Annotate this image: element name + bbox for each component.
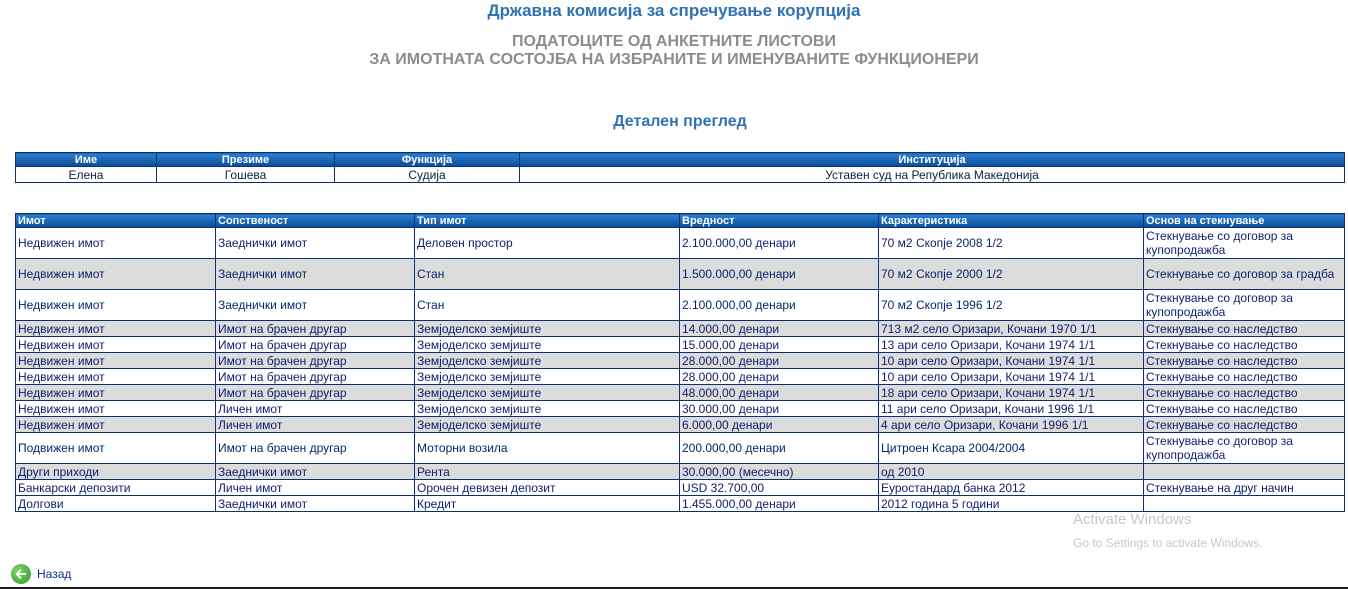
asset-cell: Недвижен имот (16, 401, 216, 417)
value-cell: 1.500.000,00 денари (680, 259, 879, 290)
official-value-row (16, 167, 1345, 183)
characteristic-cell: 11 ари село Оризари, Кочани 1996 1/1 (879, 401, 1144, 417)
header-characteristic: Карактеристика (879, 214, 1144, 228)
asset-cell: Недвижен имот (16, 369, 216, 385)
acquisition-basis-cell: Стекнување со договор за купопродажба (1144, 433, 1345, 464)
value-cell: 200.000,00 денари (680, 433, 879, 464)
header-asset: Имот (16, 214, 216, 228)
acquisition-basis-cell: Стекнување со договор за купопродажба (1144, 228, 1345, 259)
ownership-cell: Заеднички имот (216, 259, 415, 290)
characteristic-cell: Цитроен Ксара 2004/2004 (879, 433, 1144, 464)
acquisition-basis-cell: Стекнување со наследство (1144, 369, 1345, 385)
page-subtitle-line2: ЗА ИМОТНАТА СОСТОЈБА НА ИЗБРАНИТЕ И ИМЕНУВАНИТЕ ФУНКЦИОНЕРИ (369, 51, 979, 68)
asset-type-cell: Земјоделско земјиште (415, 321, 680, 337)
value-cell: 1.455.000,00 денари (680, 496, 879, 512)
asset-type-cell: Земјоделско земјиште (415, 353, 680, 369)
acquisition-basis-cell: Стекнување со наследство (1144, 337, 1345, 353)
page-title: Државна комисија за спречување корупција (487, 1, 861, 20)
characteristic-cell: 713 м2 село Оризари, Кочани 1970 1/1 (879, 321, 1144, 337)
characteristic-cell: Еуростандард банка 2012 (879, 480, 1144, 496)
ownership-cell: Имот на брачен другар (216, 321, 415, 337)
acquisition-basis-cell: Стекнување со наследство (1144, 385, 1345, 401)
ownership-cell: Имот на брачен другар (216, 369, 415, 385)
last-name-value: Гошева (157, 167, 335, 183)
asset-cell: Други приходи (16, 464, 216, 480)
ownership-cell: Личен имот (216, 401, 415, 417)
institution-value: Уставен суд на Република Македонија (520, 167, 1345, 183)
asset-cell: Недвижен имот (16, 228, 216, 259)
table-row (16, 385, 1345, 401)
ownership-cell: Имот на брачен другар (216, 353, 415, 369)
asset-type-cell: Кредит (415, 496, 680, 512)
ownership-cell: Имот на брачен другар (216, 337, 415, 353)
table-row (16, 417, 1345, 433)
watermark-subtitle: Go to Settings to activate Windows. (1073, 536, 1263, 550)
table-row (16, 464, 1345, 480)
asset-type-cell: Земјоделско земјиште (415, 417, 680, 433)
ownership-cell: Личен имот (216, 480, 415, 496)
value-cell: 30.000,00 денари (680, 401, 879, 417)
header-asset-type: Тип имот (415, 214, 680, 228)
header-function: Функција (335, 153, 520, 167)
table-row (16, 480, 1345, 496)
value-cell: 30.000,00 (месечно) (680, 464, 879, 480)
characteristic-cell: 70 м2 Скопје 2008 1/2 (879, 228, 1144, 259)
watermark-title: Activate Windows (1073, 511, 1192, 528)
first-name-value: Елена (16, 167, 157, 183)
asset-type-cell: Земјоделско земјиште (415, 401, 680, 417)
characteristic-cell: 70 м2 Скопје 2000 1/2 (879, 259, 1144, 290)
ownership-cell: Заеднички имот (216, 496, 415, 512)
header-first-name: Име (16, 153, 157, 167)
value-cell: 28.000,00 денари (680, 369, 879, 385)
asset-type-cell: Орочен девизен депозит (415, 480, 680, 496)
asset-cell: Банкарски депозити (16, 480, 216, 496)
table-row (16, 228, 1345, 259)
ownership-cell: Имот на брачен другар (216, 385, 415, 401)
ownership-cell: Имот на брачен другар (216, 433, 415, 464)
asset-cell: Недвижен имот (16, 353, 216, 369)
characteristic-cell: 10 ари село Оризари, Кочани 1974 1/1 (879, 353, 1144, 369)
acquisition-basis-cell: Стекнување на друг начин (1144, 480, 1345, 496)
acquisition-basis-cell: Стекнување со наследство (1144, 417, 1345, 433)
ownership-cell: Заеднички имот (216, 290, 415, 321)
characteristic-cell: 2012 година 5 години (879, 496, 1144, 512)
table-row (16, 353, 1345, 369)
header-ownership: Сопственост (216, 214, 415, 228)
asset-cell: Долгови (16, 496, 216, 512)
value-cell: 15.000,00 денари (680, 337, 879, 353)
ownership-cell: Заеднички имот (216, 464, 415, 480)
asset-cell: Подвижен имот (16, 433, 216, 464)
asset-type-cell: Земјоделско земјиште (415, 385, 680, 401)
asset-type-cell: Стан (415, 259, 680, 290)
characteristic-cell: 4 ари село Оризари, Кочани 1996 1/1 (879, 417, 1144, 433)
asset-cell: Недвижен имот (16, 385, 216, 401)
assets-table (15, 213, 1345, 512)
acquisition-basis-cell: Стекнување со договор за градба (1144, 259, 1345, 290)
value-cell: 6.000,00 денари (680, 417, 879, 433)
table-row (16, 259, 1345, 290)
header-acquisition-basis: Основ на стекнување (1144, 214, 1345, 228)
acquisition-basis-cell: Стекнување со договор за купопродажба (1144, 290, 1345, 321)
table-row (16, 401, 1345, 417)
header-institution: Институција (520, 153, 1345, 167)
asset-cell: Недвижен имот (16, 337, 216, 353)
acquisition-basis-cell (1144, 464, 1345, 480)
asset-type-cell: Стан (415, 290, 680, 321)
table-row (16, 290, 1345, 321)
header-value: Вредност (680, 214, 879, 228)
asset-type-cell: Земјоделско земјиште (415, 337, 680, 353)
acquisition-basis-cell: Стекнување со наследство (1144, 401, 1345, 417)
table-row (16, 433, 1345, 464)
characteristic-cell: 18 ари село Оризари, Кочани 1974 1/1 (879, 385, 1144, 401)
characteristic-cell: 70 м2 Скопје 1996 1/2 (879, 290, 1144, 321)
value-cell: 2.100.000,00 денари (680, 228, 879, 259)
activate-windows-watermark (1073, 511, 1262, 551)
asset-type-cell: Рента (415, 464, 680, 480)
asset-type-cell: Деловен простор (415, 228, 680, 259)
section-title: Детален преглед (613, 113, 747, 130)
table-row (16, 337, 1345, 353)
acquisition-basis-cell: Стекнување со наследство (1144, 321, 1345, 337)
value-cell: 2.100.000,00 денари (680, 290, 879, 321)
asset-cell: Недвижен имот (16, 417, 216, 433)
value-cell: USD 32.700,00 (680, 480, 879, 496)
header-last-name: Презиме (157, 153, 335, 167)
characteristic-cell: 10 ари село Оризари, Кочани 1974 1/1 (879, 369, 1144, 385)
characteristic-cell: 13 ари село Оризари, Кочани 1974 1/1 (879, 337, 1144, 353)
asset-type-cell: Моторни возила (415, 433, 680, 464)
arrow-left-circle-icon (11, 564, 31, 584)
back-link-label: Назад (37, 567, 72, 581)
asset-type-cell: Земјоделско земјиште (415, 369, 680, 385)
ownership-cell: Заеднички имот (216, 228, 415, 259)
characteristic-cell: од 2010 (879, 464, 1144, 480)
official-header-row (16, 153, 1345, 167)
value-cell: 48.000,00 денари (680, 385, 879, 401)
table-row (16, 321, 1345, 337)
official-info-table (15, 152, 1345, 183)
asset-cell: Недвижен имот (16, 321, 216, 337)
assets-table-body (16, 228, 1345, 512)
value-cell: 28.000,00 денари (680, 353, 879, 369)
table-row (16, 369, 1345, 385)
asset-cell: Недвижен имот (16, 290, 216, 321)
page-subtitle-line1: ПОДАТОЦИТЕ ОД АНКЕТНИТЕ ЛИСТОВИ (512, 33, 836, 50)
acquisition-basis-cell: Стекнување со наследство (1144, 353, 1345, 369)
table-row (16, 496, 1345, 512)
asset-cell: Недвижен имот (16, 259, 216, 290)
function-value: Судија (335, 167, 520, 183)
ownership-cell: Личен имот (216, 417, 415, 433)
value-cell: 14.000,00 денари (680, 321, 879, 337)
back-link[interactable] (11, 564, 71, 584)
assets-header-row (16, 214, 1345, 228)
acquisition-basis-cell (1144, 496, 1345, 512)
